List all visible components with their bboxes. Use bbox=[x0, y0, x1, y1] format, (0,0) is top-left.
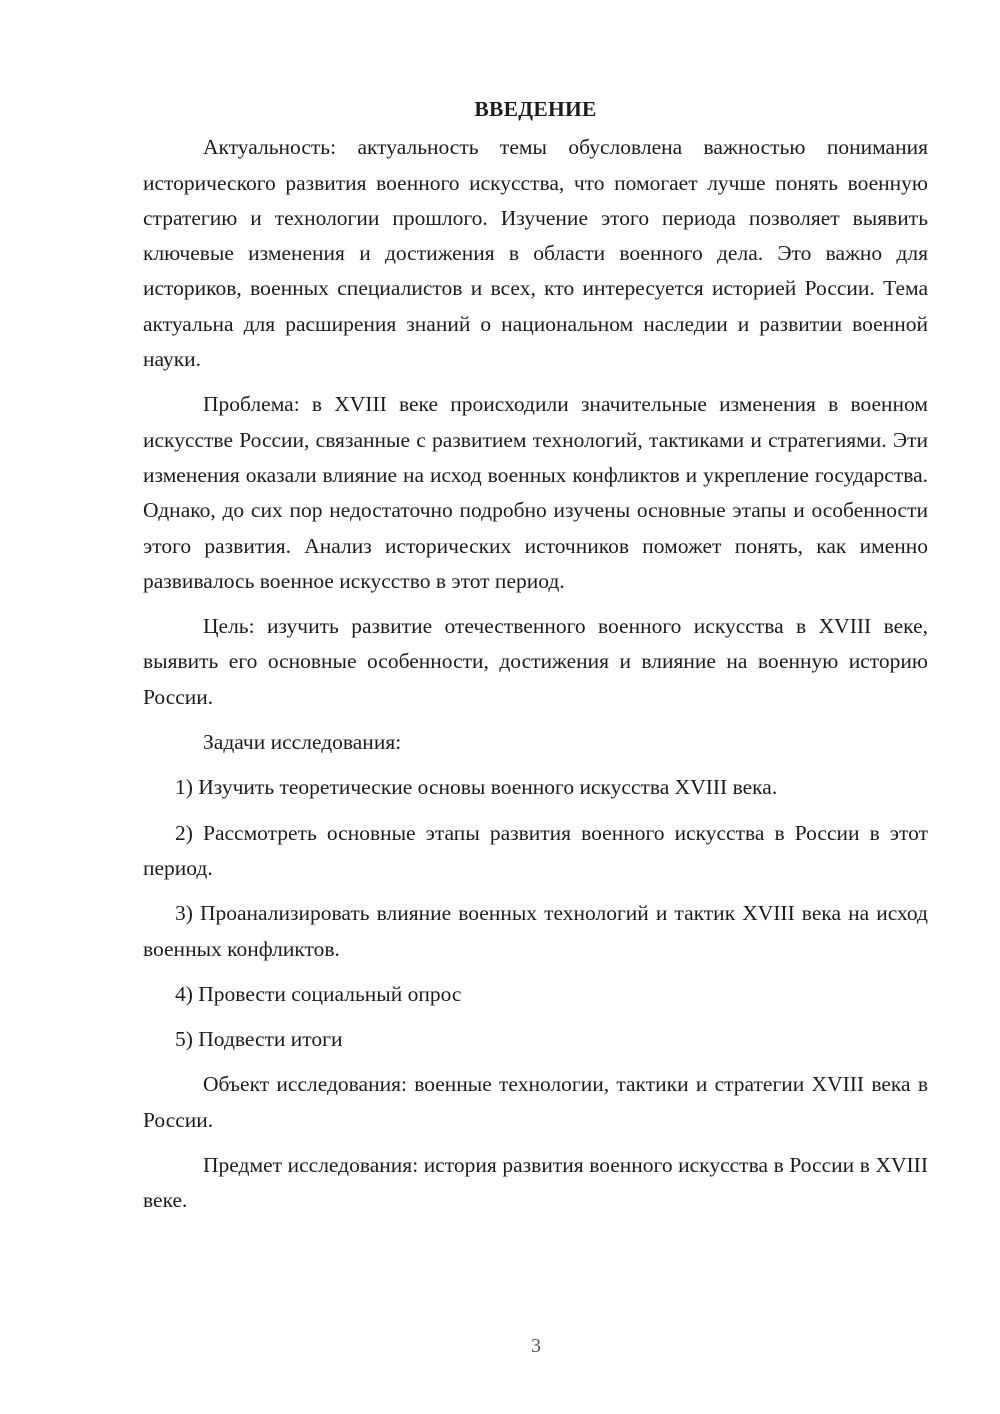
paragraph-problem: Проблема: в XVIII веке происходили значительные изменения в военном искусстве России, связанные с развитием технологий, тактиками и стратегиями. Эти изменения оказали влияние на исход военных конфликтов и укрепление государства. Однако, до сих пор недостаточно подробно изучены основные этапы и особенности этого развития. Анализ исторических источников поможет понять, как именно развивалось военное искусство в этот период. bbox=[143, 392, 928, 593]
task-item: 3) Проанализировать влияние военных технологий и тактик XVIII века на исход военных конфликтов. bbox=[143, 901, 928, 961]
paragraph-subject: Предмет исследования: история развития военного искусства в России в XVIII веке. bbox=[143, 1153, 928, 1213]
paragraph-object: Объект исследования: военные технологии, тактики и стратегии XVIII века в России. bbox=[143, 1072, 928, 1132]
document-title: ВВЕДЕНИЕ bbox=[474, 97, 597, 121]
page-number: 3 bbox=[531, 1335, 541, 1357]
document-page bbox=[143, 92, 928, 1229]
task-item: 4) Провести социальный опрос bbox=[175, 981, 462, 1006]
paragraph-tasks-heading: Задачи исследования: bbox=[203, 730, 402, 755]
paragraph-goal: Цель: изучить развитие отечественного военного искусства в XVIII веке, выявить его основные особенности, достижения и влияние на военную историю России. bbox=[143, 614, 928, 709]
paragraph-relevance: Актуальность: актуальность темы обусловлена важностью понимания исторического развития военного искусства, что помогает лучше понять военную стратегию и технологии прошлого. Изучение этого периода позволяет выявить ключевые изменения и достижения в области военного дела. Это важно для историков, военных специалистов и всех, кто интересуется историей России. Тема актуальна для расширения знаний о национальном наследии и развитии военной науки. bbox=[143, 135, 928, 372]
task-item: 2) Рассмотреть основные этапы развития военного искусства в России в этот период. bbox=[143, 820, 928, 880]
task-item: 5) Подвести итоги bbox=[175, 1027, 343, 1052]
task-item: 1) Изучить теоретические основы военного искусства XVIII века. bbox=[175, 775, 778, 800]
